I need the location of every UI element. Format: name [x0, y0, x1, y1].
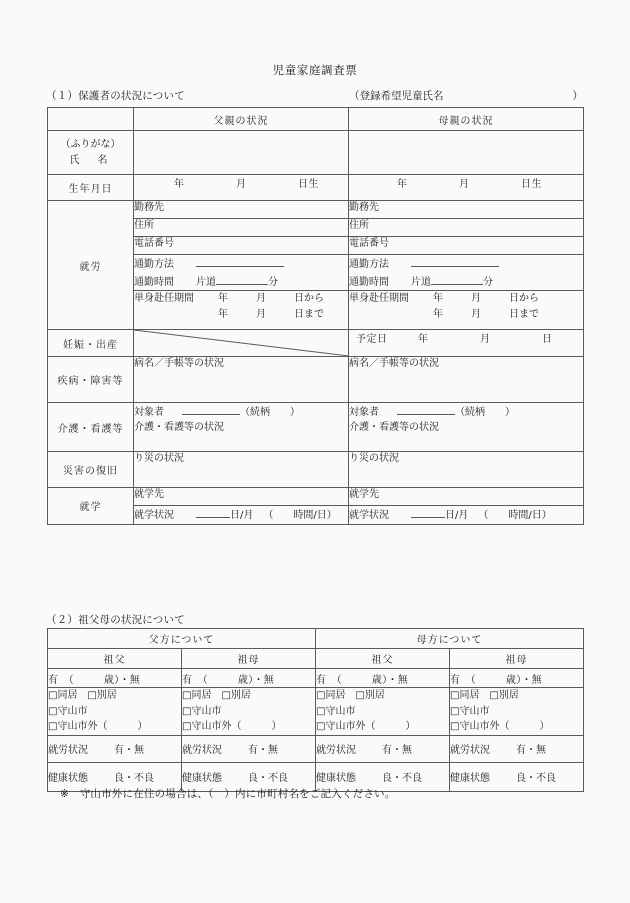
- commute-time-label: 通勤時間: [349, 276, 389, 288]
- exists-label: 有 （: [450, 674, 476, 686]
- age-row: [48, 669, 584, 688]
- checkbox-separate[interactable]: □別居: [87, 690, 117, 701]
- school-hours-close: ）: [326, 510, 337, 521]
- minutes-label: 分: [483, 276, 493, 288]
- table-row: [48, 175, 584, 201]
- care-relation-open: （続柄: [240, 407, 270, 418]
- maternal-grandmother-header: 祖母: [450, 649, 584, 669]
- tanshin-label: 単身赴任期間: [134, 293, 194, 304]
- mother-school-place-input[interactable]: 就学先: [349, 488, 584, 506]
- care-relation-open: （続柄: [455, 407, 485, 418]
- table-header-row: [48, 108, 584, 131]
- due-date-label: 予定日: [356, 334, 388, 345]
- day-label: 日生: [298, 179, 319, 190]
- furigana-label: （ふりがな）: [60, 138, 121, 150]
- age-label: 歳）・無: [505, 674, 543, 686]
- table-row: [48, 131, 584, 175]
- employment-row-label: 就労: [48, 201, 134, 330]
- month-label: 月: [480, 334, 491, 345]
- month-label: 月: [459, 179, 470, 190]
- commute-time-blank[interactable]: [216, 273, 268, 285]
- name-label: 氏 名: [69, 154, 112, 166]
- one-way-label: 片道: [411, 276, 431, 288]
- health-options[interactable]: 良・不良: [516, 773, 556, 784]
- checkbox-moriyama[interactable]: □守山市: [48, 705, 88, 717]
- birthdate-row-label: 生年月日: [48, 175, 134, 201]
- table-row: [48, 330, 584, 357]
- school-days-blank[interactable]: [411, 506, 445, 518]
- mother-care-input[interactable]: [349, 403, 584, 452]
- checkbox-separate[interactable]: □別居: [489, 690, 519, 701]
- employment-row: [48, 735, 584, 762]
- tanshin-year: 年: [218, 293, 228, 304]
- school-row-label: 就学: [48, 488, 134, 525]
- maternal-group-header: 母方について: [316, 629, 584, 649]
- school-hours-open: （: [478, 510, 489, 521]
- health-label: 健康状態: [316, 773, 356, 784]
- employment-options[interactable]: 有・無: [248, 745, 278, 756]
- table-row: [48, 357, 584, 403]
- care-situation-label: 介護・看護等の状況: [349, 421, 439, 433]
- age-label: 歳）・無: [371, 674, 409, 686]
- commute-method-label: 通勤方法: [349, 259, 389, 270]
- outside-paren-close: ）: [137, 721, 148, 732]
- care-target-blank[interactable]: [397, 403, 455, 415]
- maternal-grandfather-employment[interactable]: [316, 735, 450, 762]
- father-pregnancy-not-applicable: [134, 330, 349, 357]
- mother-name-input[interactable]: [349, 131, 584, 175]
- tanshin-year: 年: [433, 293, 443, 304]
- mother-workplace-input[interactable]: 勤務先: [349, 201, 584, 219]
- care-relation-close: ）: [290, 407, 300, 418]
- employment-options[interactable]: 有・無: [516, 745, 546, 756]
- mother-work-address-input[interactable]: 住所: [349, 219, 584, 237]
- mother-pregnancy-input[interactable]: [349, 330, 584, 357]
- paternal-grandmother-age-input[interactable]: [182, 669, 316, 688]
- month-label: 月: [236, 179, 247, 190]
- school-hours-unit: 時間/日: [293, 510, 327, 521]
- commute-time-label: 通勤時間: [134, 276, 174, 288]
- page-title: 児童家庭調査票: [272, 63, 358, 77]
- school-status-label: 就学状況: [349, 510, 389, 521]
- health-options[interactable]: 良・不良: [248, 773, 288, 784]
- school-days-unit: 日/月: [445, 510, 469, 521]
- father-workplace-input[interactable]: 勤務先: [134, 201, 349, 219]
- mother-tanshin-input[interactable]: [349, 291, 584, 330]
- one-way-label: 片道: [196, 276, 216, 288]
- tanshin-month-2: 月: [256, 308, 266, 320]
- child-name-paren-close: ）: [572, 90, 583, 102]
- tanshin-year-2: 年: [433, 308, 443, 320]
- employment-label: 就労状況: [316, 745, 356, 756]
- tanshin-month-2: 月: [471, 308, 481, 320]
- tanshin-from: 日から: [294, 293, 324, 304]
- paternal-grandfather-header: 祖父: [48, 649, 182, 669]
- paternal-grandfather-age-input[interactable]: [48, 669, 182, 688]
- age-label: 歳）・無: [103, 674, 141, 686]
- employment-label: 就労状況: [450, 745, 490, 756]
- section-2-heading: （２）祖父母の状況について: [46, 614, 185, 626]
- checkbox-moriyama[interactable]: □守山市: [450, 705, 490, 717]
- maternal-grandmother-health[interactable]: [450, 762, 584, 791]
- checkbox-cohabit[interactable]: □同居: [182, 690, 212, 701]
- care-relation-close: ）: [505, 407, 515, 418]
- checkbox-cohabit[interactable]: □同居: [316, 690, 346, 701]
- school-hours-open: （: [263, 510, 274, 521]
- section-1-heading: （１）保護者の状況について: [46, 90, 185, 102]
- care-situation-label: 介護・看護等の状況: [134, 421, 224, 433]
- tanshin-year-2: 年: [218, 308, 228, 320]
- table-header-row: [48, 629, 584, 649]
- care-target-label: 対象者: [349, 407, 379, 418]
- checkbox-moriyama[interactable]: □守山市: [316, 705, 356, 717]
- mother-school-status-input[interactable]: [349, 506, 584, 525]
- employment-label: 就労状況: [182, 745, 222, 756]
- footnote: ※ 守山市外に在住の場合は、（ ）内に市町村名をご記入ください。: [60, 788, 396, 800]
- checkbox-outside-moriyama[interactable]: □守山市外（: [182, 721, 242, 732]
- residence-row: [48, 688, 584, 736]
- father-column-header: 父親の状況: [134, 108, 349, 131]
- father-care-input[interactable]: [134, 403, 349, 452]
- father-illness-input[interactable]: 病名／手帳等の状況: [134, 357, 349, 403]
- table-row: [48, 201, 584, 219]
- commute-method-blank[interactable]: [196, 255, 284, 267]
- paternal-grandfather-residence[interactable]: [48, 688, 182, 736]
- paternal-grandmother-employment[interactable]: [182, 735, 316, 762]
- checkbox-outside-moriyama[interactable]: □守山市外（: [48, 721, 108, 732]
- maternal-grandfather-residence[interactable]: [316, 688, 450, 736]
- employment-options[interactable]: 有・無: [114, 745, 144, 756]
- commute-time-blank[interactable]: [431, 273, 483, 285]
- school-status-label: 就学状況: [134, 510, 174, 521]
- father-name-input[interactable]: [134, 131, 349, 175]
- school-hours-close: ）: [541, 510, 552, 521]
- mother-commute-input[interactable]: [349, 255, 584, 291]
- mother-disaster-input[interactable]: り災の状況: [349, 452, 584, 488]
- care-target-blank[interactable]: [182, 403, 240, 415]
- checkbox-outside-moriyama[interactable]: □守山市外（: [316, 721, 376, 732]
- maternal-grandmother-age-input[interactable]: [450, 669, 584, 688]
- mother-illness-input[interactable]: 病名／手帳等の状況: [349, 357, 584, 403]
- year-label: 年: [418, 334, 429, 345]
- care-target-label: 対象者: [134, 407, 164, 418]
- father-disaster-input[interactable]: り災の状況: [134, 452, 349, 488]
- outside-paren-close: ）: [405, 721, 416, 732]
- maternal-grandfather-age-input[interactable]: [316, 669, 450, 688]
- checkbox-outside-moriyama[interactable]: □守山市外（: [450, 721, 510, 732]
- mother-column-header: 母親の状況: [349, 108, 584, 131]
- minutes-label: 分: [268, 276, 278, 288]
- maternal-grandfather-header: 祖父: [316, 649, 450, 669]
- year-label: 年: [397, 179, 408, 190]
- mother-work-phone-input[interactable]: 電話番号: [349, 237, 584, 255]
- table-row: [48, 452, 584, 488]
- paternal-grandmother-residence[interactable]: [182, 688, 316, 736]
- paternal-grandmother-header: 祖母: [182, 649, 316, 669]
- school-days-unit: 日/月: [230, 510, 254, 521]
- exists-label: 有 （: [316, 674, 342, 686]
- diagonal-strikethrough-icon: [134, 330, 349, 356]
- checkbox-separate[interactable]: □別居: [355, 690, 385, 701]
- guardian-status-table: [47, 107, 584, 525]
- tanshin-month: 月: [256, 293, 266, 304]
- table-row: [48, 403, 584, 452]
- day-label: 日生: [521, 179, 542, 190]
- tanshin-month: 月: [471, 293, 481, 304]
- paternal-group-header: 父方について: [48, 629, 316, 649]
- tanshin-label: 単身赴任期間: [349, 293, 409, 304]
- tanshin-from: 日から: [509, 293, 539, 304]
- mother-birthdate-input[interactable]: [349, 175, 584, 201]
- maternal-grandmother-employment[interactable]: [450, 735, 584, 762]
- father-school-status-input[interactable]: [134, 506, 349, 525]
- health-options[interactable]: 良・不良: [382, 773, 422, 784]
- father-tanshin-input[interactable]: [134, 291, 349, 330]
- care-row-label: 介護・看護等: [48, 403, 134, 452]
- school-days-blank[interactable]: [196, 506, 230, 518]
- tanshin-to: 日まで: [294, 308, 324, 320]
- employment-label: 就労状況: [48, 745, 88, 756]
- employment-options[interactable]: 有・無: [382, 745, 412, 756]
- commute-method-blank[interactable]: [411, 255, 499, 267]
- year-label: 年: [174, 179, 185, 190]
- father-school-place-input[interactable]: 就学先: [134, 488, 349, 506]
- age-label: 歳）・無: [237, 674, 275, 686]
- exists-label: 有 （: [182, 674, 208, 686]
- exists-label: 有 （: [48, 674, 74, 686]
- checkbox-cohabit[interactable]: □同居: [450, 690, 480, 701]
- checkbox-separate[interactable]: □別居: [221, 690, 251, 701]
- pregnancy-row-label: 妊娠・出産: [48, 330, 134, 357]
- health-label: 健康状態: [182, 773, 222, 784]
- health-label: 健康状態: [48, 773, 88, 784]
- commute-method-label: 通勤方法: [134, 259, 174, 270]
- disaster-row-label: 災害の復旧: [48, 452, 134, 488]
- table-subheader-row: [48, 649, 584, 669]
- table-row: [48, 488, 584, 506]
- father-work-phone-input[interactable]: 電話番号: [134, 237, 349, 255]
- father-commute-input[interactable]: [134, 255, 349, 291]
- health-options[interactable]: 良・不良: [114, 773, 154, 784]
- grandparents-status-table: [47, 628, 584, 792]
- checkbox-moriyama[interactable]: □守山市: [182, 705, 222, 717]
- father-birthdate-input[interactable]: [134, 175, 349, 201]
- checkbox-cohabit[interactable]: □同居: [48, 690, 78, 701]
- paternal-grandfather-employment[interactable]: [48, 735, 182, 762]
- registered-child-name-field: [349, 88, 583, 103]
- corner-cell: [48, 108, 134, 131]
- maternal-grandmother-residence[interactable]: [450, 688, 584, 736]
- father-work-address-input[interactable]: 住所: [134, 219, 349, 237]
- day-label: 日: [542, 334, 553, 345]
- child-name-label: （登録希望児童氏名: [349, 90, 444, 102]
- health-label: 健康状態: [450, 773, 490, 784]
- tanshin-to: 日まで: [509, 308, 539, 320]
- illness-row-label: 疾病・障害等: [48, 357, 134, 403]
- outside-paren-close: ）: [271, 721, 282, 732]
- name-row-label: [48, 131, 134, 175]
- school-hours-unit: 時間/日: [508, 510, 542, 521]
- outside-paren-close: ）: [539, 721, 550, 732]
